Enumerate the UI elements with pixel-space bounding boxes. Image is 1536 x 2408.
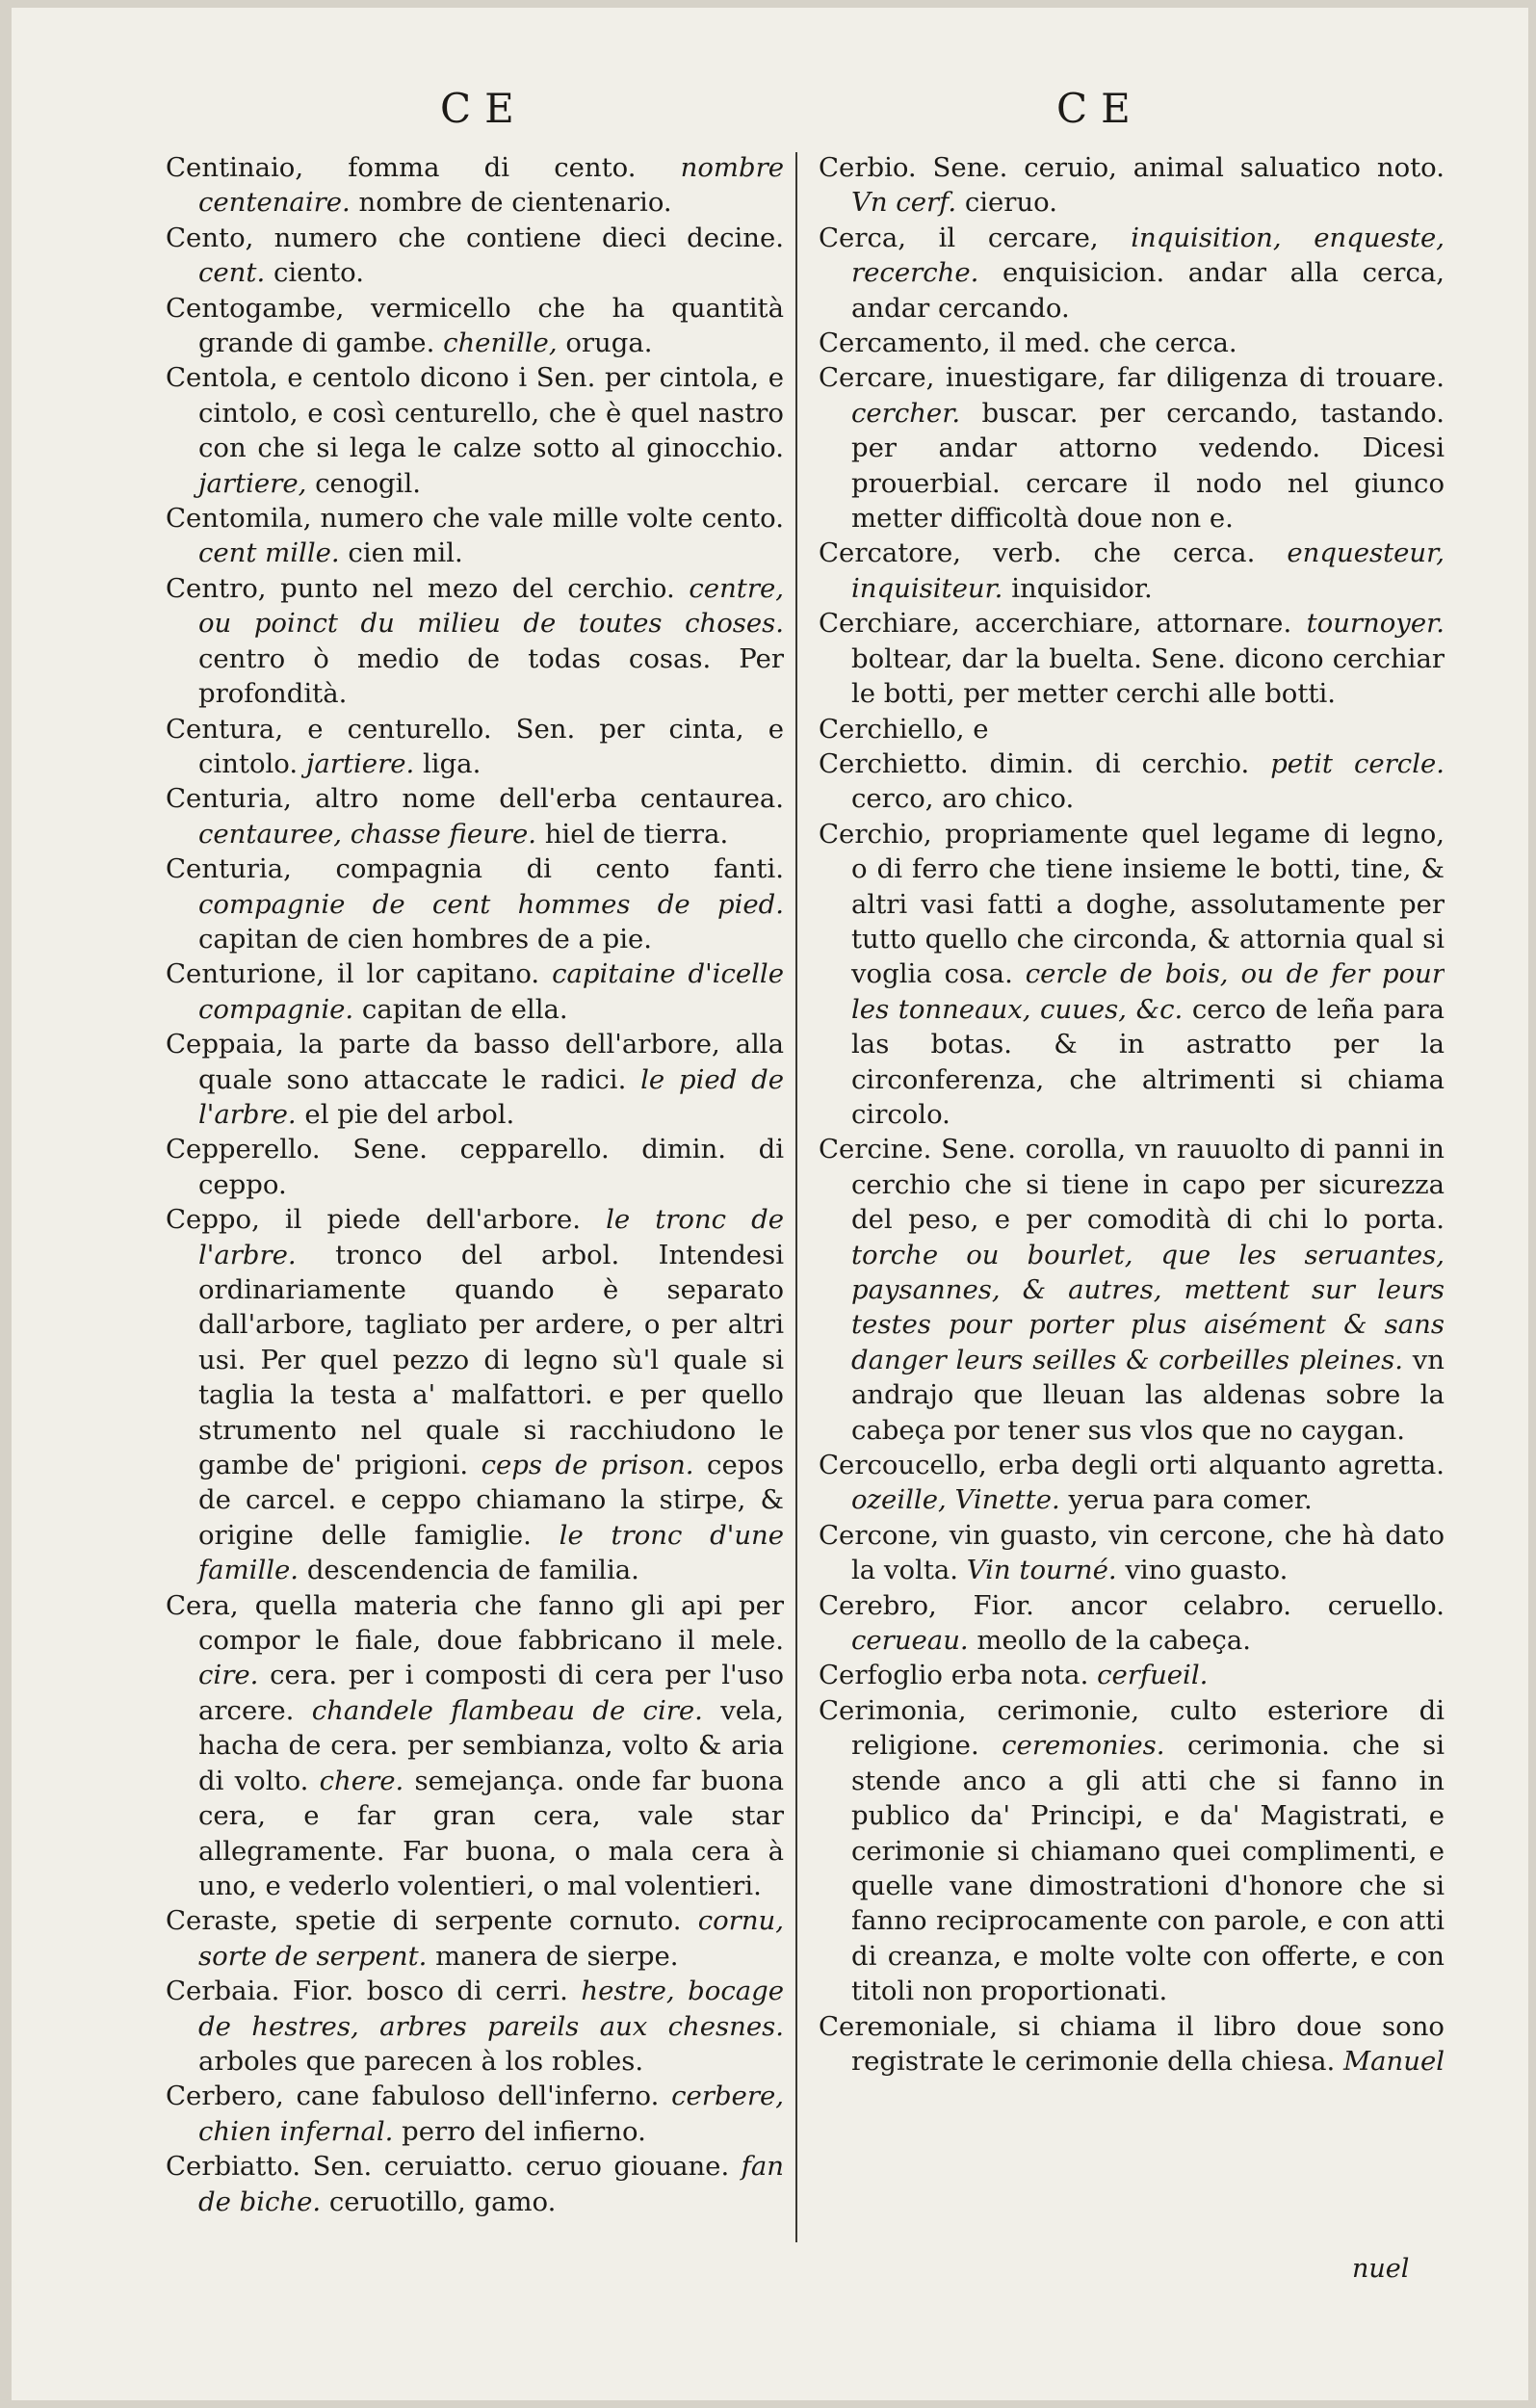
dictionary-entry [819,1132,1445,1448]
entry-french-gloss: jartiere, [198,467,307,499]
entry-headword-text: Cerchiare, accerchiare, attornare. [819,608,1292,640]
entry-french-gloss: cent. [198,257,266,289]
entry-headword-text: Ceppaia, la parte da basso dell'arbore, alla quale sono attaccate le radici. [166,1029,784,1095]
entry-headword-text: Ceremoniale, si chiama il libro doue sono registrate le cerimonie della chiesa. [819,2010,1445,2077]
entry-french-gloss: le tronc de l'arbre. [198,1204,784,1270]
entry-french-gloss: petit cercle. [1270,747,1445,779]
entry-french-gloss: centre, ou poinct du milieu de toutes choses. [198,572,784,640]
entry-spanish-gloss: nombre de cientenario. [358,187,672,219]
entry-french-gloss: chandele flambeau de cire. [311,1694,703,1726]
dictionary-entry [819,606,1445,711]
dictionary-entry [819,746,1445,817]
entry-headword-text: Cercamento, il med. che cerca. [819,327,1237,359]
entry-french-gloss: cire. [198,1660,259,1691]
entry-headword-text: Cerebro, Fior. ancor celabro. ceruello. [819,1589,1445,1621]
dictionary-entry [166,571,784,712]
entry-headword-text: Centro, punto nel mezo del cerchio. [166,572,675,604]
entry-headword-text: Centurione, il lor capitano. [166,958,540,990]
entry-spanish-gloss: yerua para comer. [1068,1484,1313,1516]
entry-spanish-gloss: vela, hacha de cera. per sembianza, volto & aria di volto. [198,1694,784,1796]
entry-headword-text: Cerca, il cercare, [819,222,1099,253]
entry-headword-text: Ceraste, spetie di serpente cornuto. [166,1905,682,1937]
entry-french-gloss: compagnie de cent hommes de pied. [198,888,784,920]
dictionary-page [12,8,1528,2400]
entry-french-gloss: tournoyer. [1306,608,1445,640]
entry-french-gloss: cent mille. [198,537,340,569]
entry-french-gloss: cerbere, chien infernal. [198,2081,784,2147]
dictionary-entry [166,2079,784,2149]
entry-headword-text: Cercoucello, erba degli orti alquanto agretta. [819,1450,1445,1481]
entry-french-gloss: ceps de prison. [481,1450,694,1481]
dictionary-entry [819,817,1445,1133]
entry-headword-text: Cerchio, propriamente quel legame di legno, o di ferro che tiene insieme le botti, tine, & altri vasi fatti a doghe, assolutamente per tutto quello che circonda, & attornia qual si voglia cosa. [819,818,1445,990]
entry-headword-text: Cercone, vin guasto, vin cercone, che hà dato la volta. [819,1519,1445,1586]
entry-spanish-gloss: buscar. per cercando, tastando. per andar attorno vedendo. Dicesi prouerbial. cercare il nodo nel giunco metter difficoltà doue non e. [851,397,1445,535]
entry-headword-text: Centomila, numero che vale mille volte cento. [166,503,784,535]
entry-french-gloss: jartiere. [305,747,415,779]
entry-spanish-gloss: cera. per i composti di cera per l'uso arcere. [198,1660,784,1726]
dictionary-entry [166,851,784,956]
dictionary-entry [819,1448,1445,1518]
dictionary-entry [166,360,784,501]
entry-headword-text: Centinaio, fomma di cento. [166,152,637,183]
entry-french-gloss: centauree, chasse fieure. [198,818,536,850]
entry-french-gloss: Vin tourné. [966,1555,1117,1586]
dictionary-entry [166,1202,784,1587]
entry-french-gloss: cornu, sorte de serpent. [198,1905,784,1972]
dictionary-entry [166,1132,784,1202]
dictionary-entry [166,781,784,851]
entry-spanish-gloss: ciento. [273,257,364,289]
dictionary-entry [166,712,784,782]
left-column-header: CE [440,85,528,132]
entry-french-gloss: torche ou bourlet, que les seruantes, paysannes, & autres, mettent sur leurs testes pour porter plus aisément & sans danger leurs seilles & corbeilles pleines. [851,1239,1445,1375]
entry-spanish-gloss: cieruo. [964,187,1057,219]
entry-headword-text: Centola, e centolo dicono i Sen. per cintola, e cintolo, e così centurello, che è quel nastro con che si lega le calze sotto al ginocchio. [166,362,784,464]
entry-spanish-gloss: cien mil. [348,537,463,569]
entry-spanish-gloss: cepos de carcel. e ceppo chiamano la stirpe, & origine delle famiglie. [198,1450,784,1551]
entry-headword-text: Cerbio. Sene. ceruio, animal saluatico noto. [819,152,1445,183]
column-divider [795,152,797,2242]
entry-headword-text: Cento, numero che contiene dieci decine. [166,222,784,253]
entry-spanish-gloss: tronco del arbol. Intendesi ordinariamente quando è separato dall'arbore, tagliato per ardere, o per altri usi. Per quel pezzo di legno sù'l quale si taglia la testa a' malfattori. e per quello strumento nel quale si racchiudono le gambe de' prigioni. [198,1239,784,1481]
right-column-header: CE [1056,85,1144,132]
entry-headword-text: Cera, quella materia che fanno gli api per compor le fiale, doue fabbricano il mele. [166,1589,784,1657]
entry-spanish-gloss: enquisicion. andar alla cerca, andar cercando. [851,257,1445,324]
entry-french-gloss: inquisition, enqueste, recerche. [851,222,1445,289]
dictionary-entry [166,150,784,221]
entry-headword-text: Cerchiello, e [819,713,989,745]
dictionary-entry [819,326,1445,360]
entry-spanish-gloss: manera de sierpe. [435,1940,679,1972]
dictionary-entry [166,956,784,1027]
dictionary-entry [166,1903,784,1974]
entry-headword-text: Ceppo, il piede dell'arbore. [166,1204,582,1236]
entry-headword-text: Cerfoglio erba nota. [819,1660,1089,1691]
entry-french-gloss: fan de biche. [198,2151,784,2217]
entry-spanish-gloss: cerco, aro chico. [851,783,1075,815]
entry-french-gloss: ceremonies. [1002,1730,1165,1762]
entry-spanish-gloss: liga. [422,747,482,779]
entry-french-gloss: le pied de l'arbre. [198,1063,784,1130]
entry-spanish-gloss: arboles que parecen à los robles. [198,2045,644,2077]
entry-headword-text: Cerbiatto. Sen. ceruiatto. ceruo giouane. [166,2151,730,2183]
dictionary-entry [166,291,784,361]
dictionary-entry [819,1588,1445,1659]
entry-spanish-gloss: perro del infierno. [402,2115,646,2147]
entry-spanish-gloss: inquisidor. [1011,572,1153,604]
entry-headword-text: Centura, e centurello. Sen. per cinta, e cintolo. [166,713,784,779]
entry-headword-text: Centuria, compagnia di cento fanti. [166,853,784,885]
entry-headword-text: Centuria, altro nome dell'erba centaurea. [166,783,784,815]
entry-french-gloss: cerfueil. [1097,1660,1209,1691]
entry-headword-text: Cerbero, cane fabuloso dell'inferno. [166,2081,660,2112]
entry-spanish-gloss: descendencia de familia. [306,1555,639,1586]
dictionary-entry [166,501,784,571]
right-column [819,150,1445,2269]
entry-spanish-gloss: meollo de la cabeça. [976,1625,1251,1657]
entry-french-gloss: cercher. [851,397,961,429]
dictionary-entry [166,221,784,291]
entry-spanish-gloss: cenogil. [315,467,421,499]
catchword: nuel [1352,2254,1410,2284]
entry-spanish-gloss: centro ò medio de todas cosas. Per profondità. [198,642,784,710]
entry-french-gloss: nombre centenaire. [198,152,784,219]
entry-french-gloss: capitaine d'icelle compagnie. [198,958,784,1025]
entry-french-gloss: cercle de bois, ou de fer pour les tonneaux, cuues, &c. [851,958,1445,1025]
entry-spanish-gloss: ceruotillo, gamo. [328,2186,557,2217]
entry-spanish-gloss: capitan de cien hombres de a pie. [198,923,653,955]
dictionary-entry [819,150,1445,221]
entry-french-gloss: le tronc d'une famille. [198,1519,784,1586]
entry-french-gloss: enquesteur, inquisiteur. [851,537,1445,604]
dictionary-entry [819,1693,1445,2009]
dictionary-entry [166,1027,784,1132]
dictionary-entry [166,1588,784,1904]
dictionary-entry [819,1658,1445,1692]
entry-french-gloss: Vn cerf. [851,187,957,219]
entry-spanish-gloss: boltear, dar la buelta. Sene. dicono cerchiar le botti, per metter cerchi alle botti. [851,642,1445,710]
dictionary-entry [819,2009,1445,2080]
entry-spanish-gloss: cerimonia. che si stende anco a gli atti che si fanno in publico da' Principi, e da' Magistrati, e cerimonie si chiamano quei complimenti, e quelle vane dimostrationi d'honore che si fanno reciprocamente con parole, e con atti di creanza, e molte volte con offerte, e con titoli non proportionati. [851,1730,1445,2007]
entry-french-gloss: Manuel [1342,2045,1445,2077]
dictionary-entry [166,2149,784,2219]
entry-french-gloss: hestre, bocage de hestres, arbres pareils aux chesnes. [198,1976,784,2042]
entry-spanish-gloss: el pie del arbol. [304,1098,515,1130]
entry-headword-text: Cercine. Sene. corolla, vn rauuolto di panni in cerchio che si tiene in capo per sicurezza del peso, e per comodità di chi lo porta. [819,1134,1445,1236]
entry-spanish-gloss: vino guasto. [1125,1555,1289,1586]
entry-french-gloss: chere. [319,1765,404,1796]
entry-headword-text: Cerchietto. dimin. di cerchio. [819,747,1250,779]
entry-headword-text: Cercatore, verb. che cerca. [819,537,1256,569]
entry-spanish-gloss: hiel de tierra. [544,818,729,850]
entry-headword-text: Cerbaia. Fior. bosco di cerri. [166,1976,568,2007]
entry-headword-text: Cerimonia, cerimonie, culto esteriore di religione. [819,1694,1445,1762]
dictionary-entry [819,1518,1445,1588]
entry-spanish-gloss: vn andrajo que lleuan las aldenas sobre la cabeça por tener sus vlos que no caygan. [851,1344,1445,1446]
left-column [166,150,784,2269]
entry-french-gloss: cerueau. [851,1625,969,1657]
entry-french-gloss: ozeille, Vinette. [851,1484,1060,1516]
dictionary-entry [819,221,1445,326]
entry-headword-text: Cepperello. Sene. cepparello. dimin. di ceppo. [166,1134,784,1200]
entry-headword-text: Centogambe, vermicello che ha quantità grande di gambe. [166,292,784,359]
dictionary-entry [819,536,1445,606]
entry-spanish-gloss: semejança. onde far buona cera, e far gran cera, vale star allegramente. Far buona, o mala cera à uno, e vederlo volentieri, o mal volentieri. [198,1765,784,1901]
entry-headword-text: Cercare, inuestigare, far diligenza di trouare. [819,362,1445,394]
entry-spanish-gloss: oruga. [565,327,653,359]
entry-spanish-gloss: capitan de ella. [361,993,568,1025]
entry-french-gloss: chenille, [443,327,558,359]
dictionary-entry [166,1974,784,2079]
dictionary-entry [819,712,1445,746]
dictionary-entry [819,360,1445,536]
entry-spanish-gloss: cerco de leña para las botas. & in astratto per la circonferenza, che altrimenti si chiama circolo. [851,993,1445,1130]
